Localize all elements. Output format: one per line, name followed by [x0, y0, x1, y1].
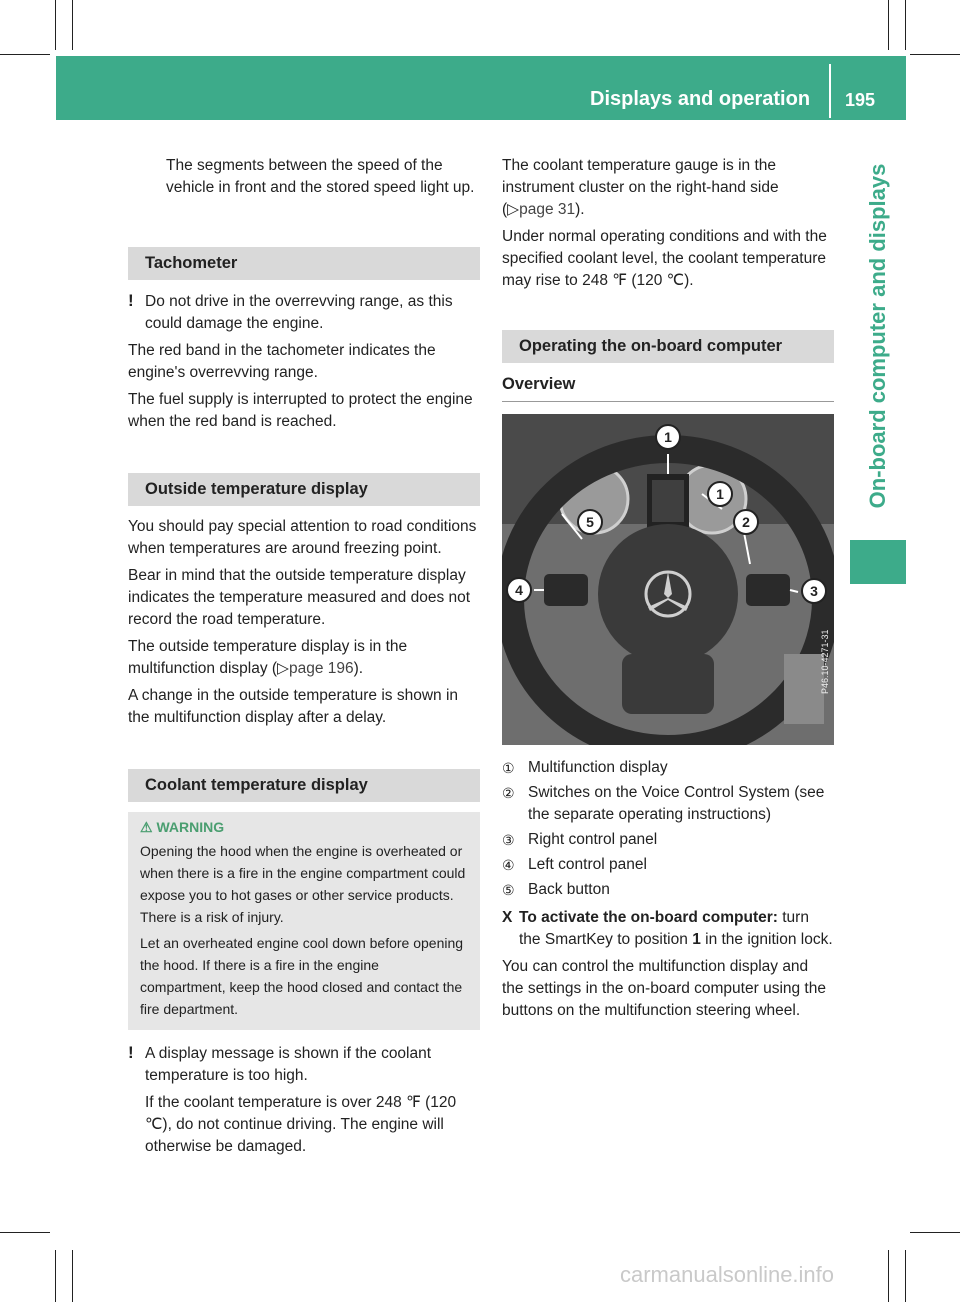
tachometer-text: The fuel supply is interrupted to protect the engine when the red band is reached. — [128, 391, 473, 430]
callout-4 — [507, 578, 531, 602]
svg-text:4: 4 — [515, 582, 523, 598]
side-tab-label: On-board computer and displays — [865, 163, 890, 509]
page-number: 195 — [845, 90, 876, 110]
legend-item: ③ Right control panel — [502, 831, 658, 848]
notice-icon: ! — [128, 291, 134, 310]
callout-2 — [734, 510, 758, 534]
callout-1-top — [656, 425, 680, 449]
crop-mark — [905, 1250, 906, 1302]
warning-triangle-icon: ⚠ — [140, 819, 153, 835]
callout-5 — [578, 510, 602, 534]
notice-icon: ! — [128, 1043, 134, 1062]
svg-text:1: 1 — [664, 429, 672, 445]
crop-mark — [72, 1250, 73, 1302]
svg-text:2: 2 — [742, 514, 750, 530]
outside-text: You should pay special attention to road conditions when temperatures are around freezing point. — [128, 518, 477, 557]
crop-mark — [55, 1250, 56, 1302]
legend-item: ① Multifunction display — [502, 759, 668, 776]
crop-mark — [72, 0, 73, 50]
section-operating-computer: Operating the on-board computer — [502, 330, 834, 363]
crop-mark — [0, 54, 50, 55]
right-column — [502, 155, 834, 1027]
coolant-gauge-text: The coolant temperature gauge is in the instrument cluster on the right-hand side (▷page 31). — [502, 157, 779, 218]
warning-text: Opening the hood when the engine is overheated or when there is a fire in the engine compartment could expose you to hot gases or other service products. There is a risk of injury. — [140, 843, 466, 925]
svg-text:1: 1 — [716, 486, 724, 502]
crop-mark — [910, 1232, 960, 1233]
crop-mark — [888, 0, 889, 50]
side-tab-marker — [850, 540, 906, 584]
outside-text: A change in the outside temperature is shown in the multifunction display after a delay. — [128, 687, 459, 726]
callout-3 — [802, 579, 826, 603]
callout-1-right — [708, 482, 732, 506]
page-ref-arrow-icon: ▷ — [277, 660, 289, 677]
steering-wheel-image — [502, 414, 834, 745]
warning-text: Let an overheated engine cool down before opening the hood. If there is a fire in the engine compartment, keep the hood closed and contact the fire department. — [140, 935, 464, 1017]
tachometer-text: The red band in the tachometer indicates the engine's overrevving range. — [128, 342, 436, 381]
crop-mark — [910, 54, 960, 55]
control-text: You can control the multifunction display and the settings in the on-board computer using the buttons on the multifunction steering wheel. — [502, 958, 826, 1019]
crop-mark — [905, 0, 906, 50]
crop-mark — [0, 1232, 50, 1233]
section-outside-temperature: Outside temperature display — [128, 473, 480, 506]
page-header-title: Displays and operation — [590, 88, 811, 110]
page-ref-arrow-icon: ▷ — [507, 201, 520, 218]
section-tachometer: Tachometer — [128, 247, 480, 280]
warning-box — [128, 812, 480, 1030]
coolant-note-text: If the coolant temperature is over 248 ℉ (120 ℃), do not continue driving. The engine will otherwise be damaged. — [145, 1094, 457, 1155]
left-column — [128, 155, 480, 1163]
overview-heading: Overview — [502, 373, 834, 402]
header-divider — [829, 64, 831, 118]
coolant-note: ! A display message is shown if the coolant temperature is too high. — [128, 1043, 432, 1084]
outside-text: The outside temperature display is in the multifunction display (▷page 196). — [128, 638, 408, 677]
tachometer-note: ! Do not drive in the overrevving range, as this could damage the engine. — [128, 291, 453, 332]
crop-mark — [888, 1250, 889, 1302]
intro-text: The segments between the speed of the vehicle in front and the stored speed light up. — [166, 157, 475, 196]
crop-mark — [55, 0, 56, 50]
page-reference[interactable]: page 196 — [288, 660, 354, 677]
footer-watermark[interactable]: carmanualsonline.info — [620, 1262, 835, 1287]
coolant-gauge-text: Under normal operating conditions and with the specified coolant level, the coolant temperature may rise to 248 ℉ (120 ℃). — [502, 228, 827, 289]
legend-list — [502, 757, 834, 901]
section-coolant-temperature: Coolant temperature display — [128, 769, 480, 802]
legend-item: ⑤ Back button — [502, 881, 610, 898]
image-code: P46.10-4271-31 — [820, 629, 830, 694]
outside-text: Bear in mind that the outside temperature display indicates the temperature measured and does not record the road temperature. — [128, 567, 471, 628]
page-reference[interactable]: page 31 — [519, 201, 576, 218]
svg-text:5: 5 — [586, 514, 594, 530]
warning-heading: ⚠ WARNING — [140, 819, 225, 835]
legend-item: ② Switches on the Voice Control System (see the separate operating instructions) — [502, 784, 825, 823]
svg-text:3: 3 — [810, 583, 818, 599]
legend-item: ④ Left control panel — [502, 856, 647, 873]
action-step: X To activate the on-board computer: turn the SmartKey to position 1 in the ignition lock. — [502, 909, 833, 948]
action-arrow-icon: X — [502, 909, 513, 926]
